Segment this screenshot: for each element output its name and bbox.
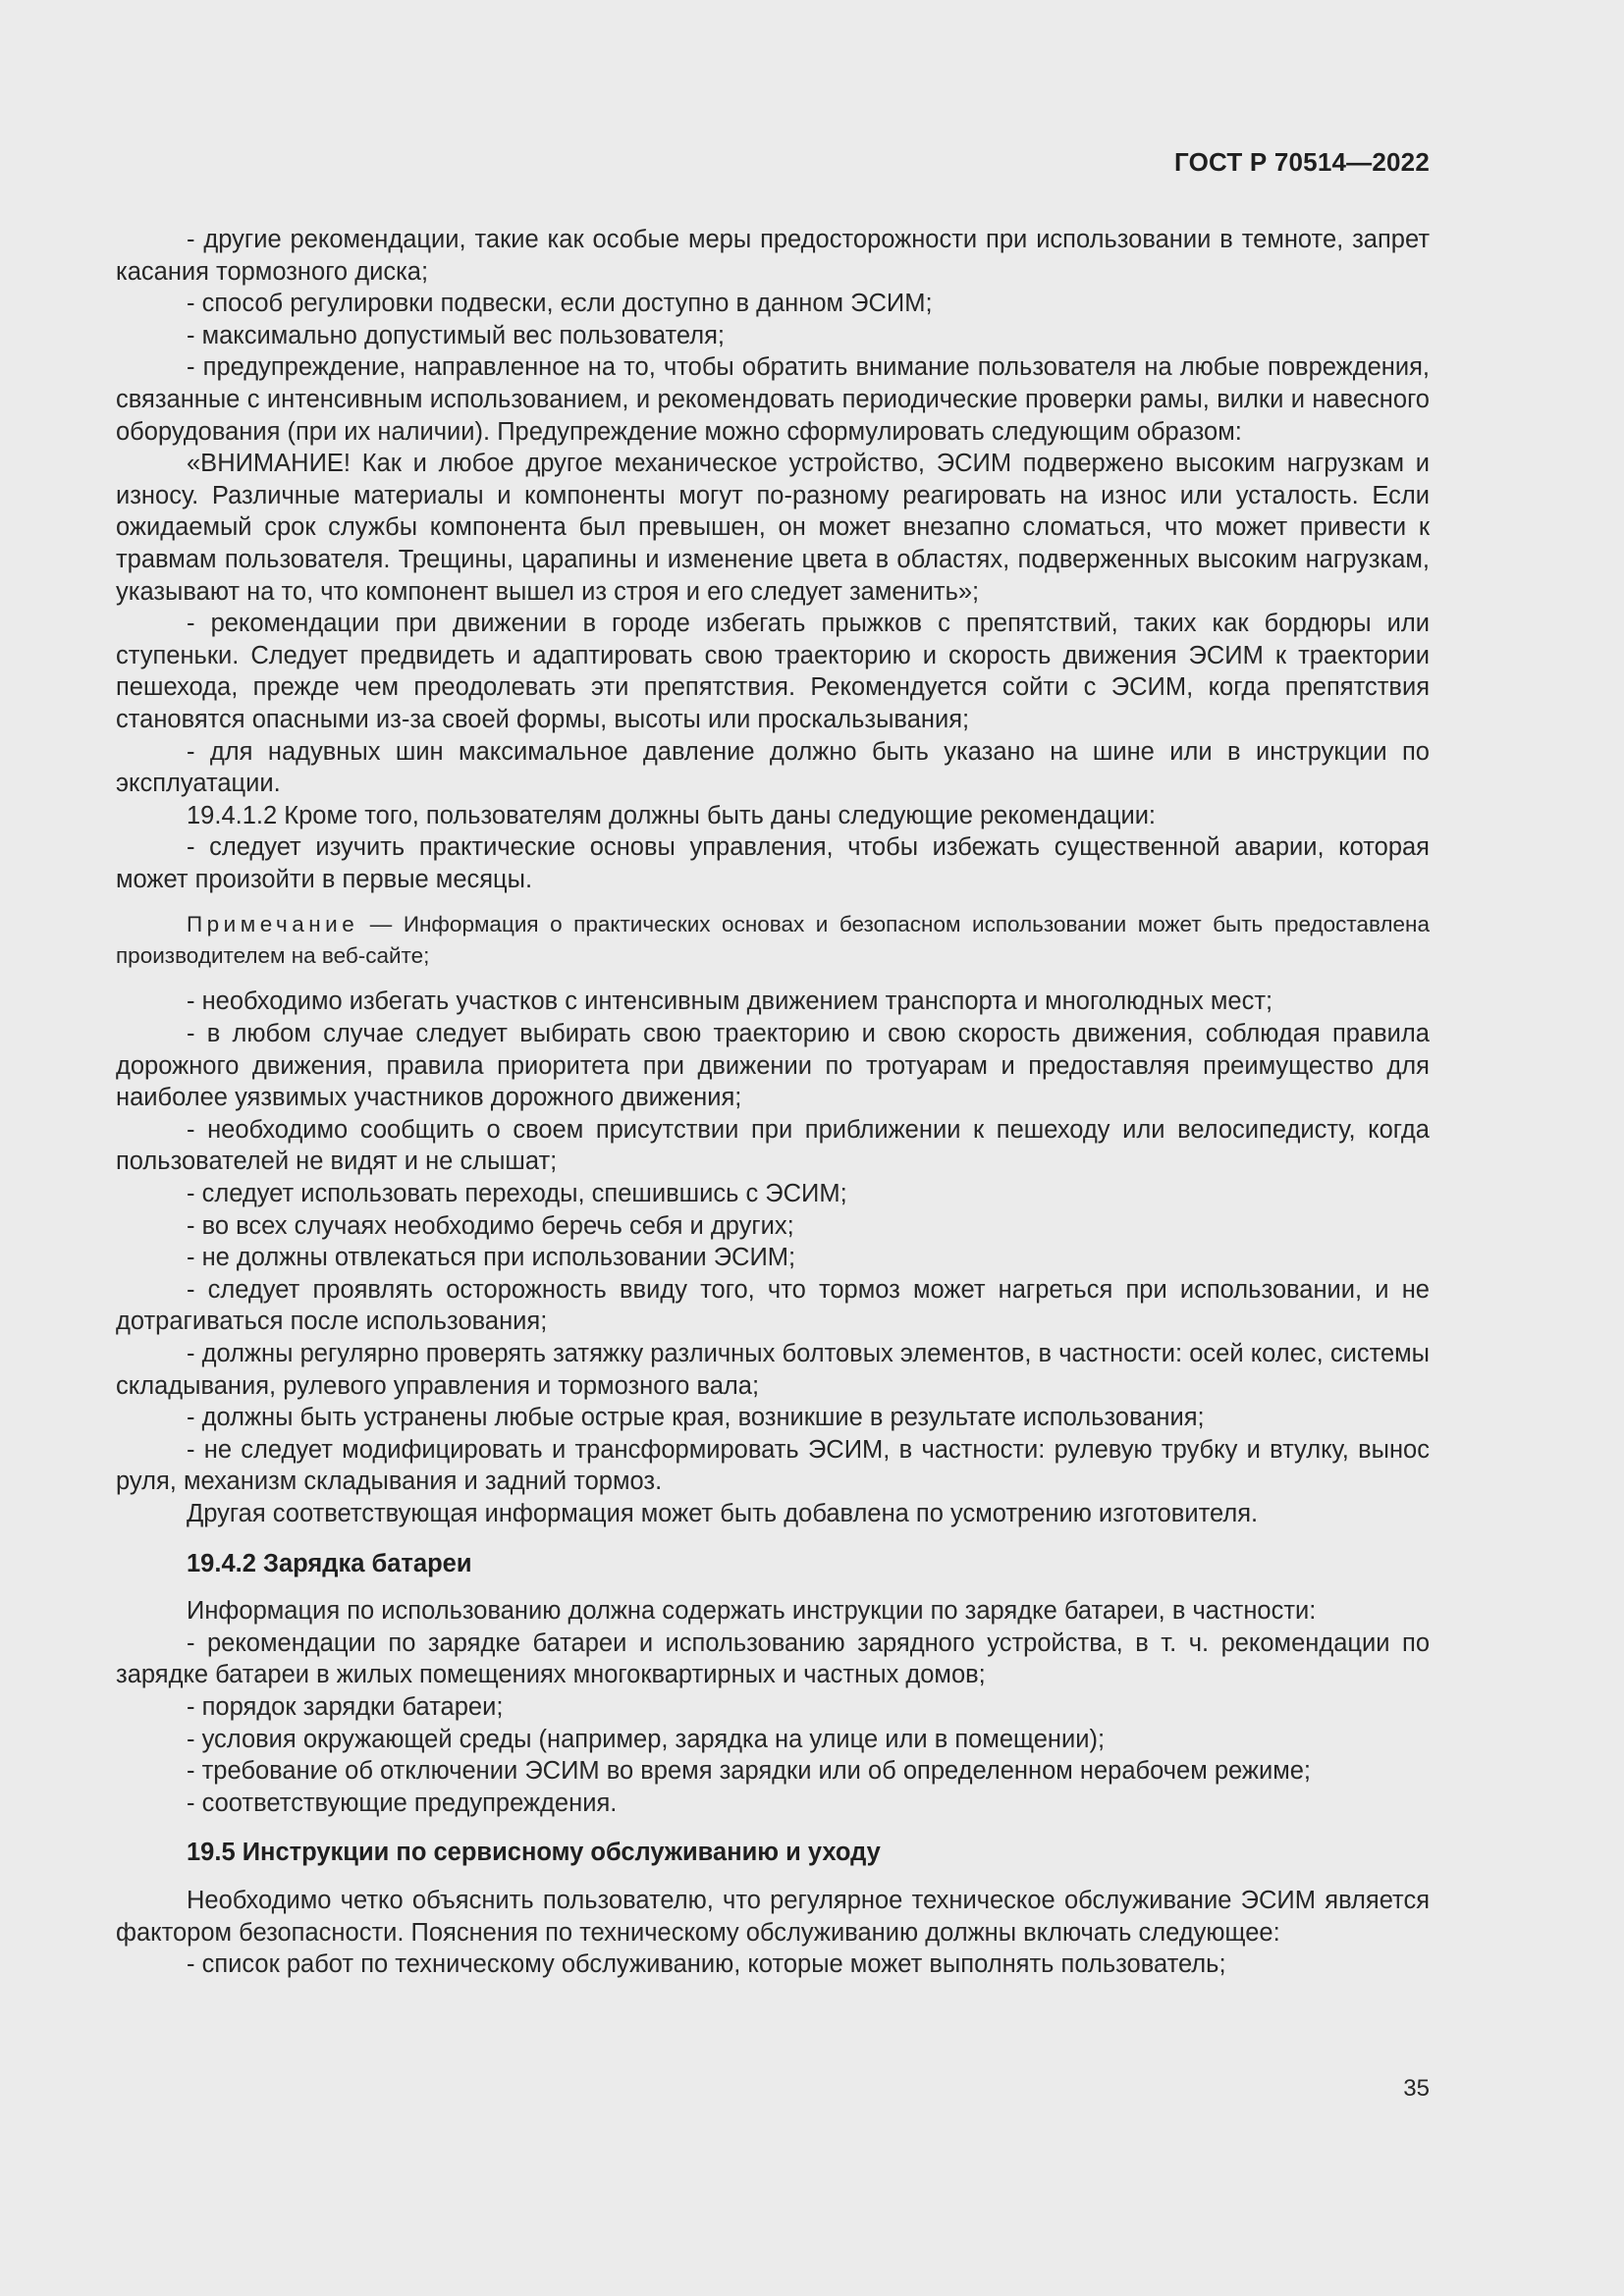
paragraph: - рекомендации по зарядке батареи и использованию зарядного устройства, в т. ч. рекомендации по зарядке батареи в жилых помещениях многоквартирных и частных домов; bbox=[116, 1629, 1430, 1689]
paragraph: - должны быть устранены любые острые края, возникшие в результате использования; bbox=[187, 1404, 1205, 1432]
note-label: Примечание bbox=[187, 912, 359, 937]
paragraph: - порядок зарядки батареи; bbox=[187, 1692, 504, 1721]
paragraph: - рекомендации при движении в городе избегать прыжков с препятствий, таких как бордюры или ступеньки. Следует предвидеть и адаптировать свою траекторию и скорость движения ЭСИМ к траектории пешехода, прежде чем преодолевать эти препятствия. Рекомендуется сойти с ЭСИМ, когда препятствия становятся опасными из-за своей формы, высоты или проскальзывания; bbox=[116, 610, 1430, 733]
paragraph: Информация по использованию должна содержать инструкции по зарядке батареи, в частности: bbox=[187, 1597, 1317, 1626]
section-19-4-2-body bbox=[116, 1595, 1430, 1819]
warning-quote: «ВНИМАНИЕ! Как и любое другое механическое устройство, ЭСИМ подвержено высоким нагрузкам и износу. Различные материалы и компоненты могут по-разному реагировать на износ или усталость. Если ожидаемый срок службы компонента был превышен, он может внезапно сломаться, что может привести к травмам пользователя. Трещины, царапины и изменение цвета в областях, подверженных высоким нагрузкам, указывают на то, что компонент вышел из строя и его следует заменить»; bbox=[116, 450, 1430, 606]
paragraph: - условия окружающей среды (например, зарядка на улице или в помещении); bbox=[187, 1725, 1106, 1753]
paragraph: - следует изучить практические основы управления, чтобы избежать существенной аварии, которая может произойти в первые месяцы. bbox=[116, 833, 1430, 893]
paragraph: - следует использовать переходы, спешившись с ЭСИМ; bbox=[187, 1180, 847, 1208]
paragraph: - требование об отключении ЭСИМ во время зарядки или об определенном нерабочем режиме; bbox=[187, 1757, 1312, 1786]
page-number: 35 bbox=[1403, 2075, 1430, 2102]
paragraph: - соответствующие предупреждения. bbox=[187, 1789, 618, 1817]
paragraph: Необходимо четко объяснить пользователю, что регулярное техническое обслуживание ЭСИМ является фактором безопасности. Пояснения по техническому обслуживанию должны включать следующее: bbox=[116, 1886, 1430, 1947]
paragraph: - другие рекомендации, такие как особые меры предосторожности при использовании в темноте, запрет касания тормозного диска; bbox=[116, 226, 1430, 286]
paragraph: - в любом случае следует выбирать свою траекторию и свою скорость движения, соблюдая правила дорожного движения, правила приоритета при движении по тротуарам и предоставляя преимущество для наиболее уязвимых участников дорожного движения; bbox=[116, 1020, 1430, 1112]
section-heading-19-4-2: 19.4.2 Зарядка батареи bbox=[187, 1549, 472, 1577]
recommendations-list-1 bbox=[116, 224, 1430, 895]
note-paragraph bbox=[116, 909, 1430, 972]
paragraph: - не должны отвлекаться при использовании ЭСИМ; bbox=[187, 1244, 796, 1272]
paragraph: - не следует модифицировать и трансформировать ЭСИМ, в частности: рулевую трубку и втулку, вынос руля, механизм складывания и задний тормоз. bbox=[116, 1435, 1430, 1496]
paragraph: - следует проявлять осторожность ввиду того, что тормоз может нагреться при использовании, и не дотрагиваться после использования; bbox=[116, 1275, 1430, 1336]
paragraph: - способ регулировки подвески, если доступно в данном ЭСИМ; bbox=[187, 290, 933, 318]
note-text: — Информация о практических основах и безопасном использовании может быть предоставлена производителем на веб-сайте; bbox=[116, 912, 1430, 969]
section-heading-19-5: 19.5 Инструкции по сервисному обслуживанию и уходу bbox=[187, 1839, 881, 1867]
paragraph: - максимально допустимый вес пользователя; bbox=[187, 321, 725, 349]
paragraph: - необходимо сообщить о своем присутствии при приближении к пешеходу или велосипедисту, когда пользователей не видят и не слышат; bbox=[116, 1115, 1430, 1176]
paragraph: - должны регулярно проверять затяжку различных болтовых элементов, в частности: осей колес, системы складывания, рулевого управления и тормозного вала; bbox=[116, 1340, 1430, 1400]
paragraph: - для надувных шин максимальное давление должно быть указано на шине или в инструкции по эксплуатации. bbox=[116, 737, 1430, 798]
recommendations-list-2 bbox=[116, 986, 1430, 1529]
paragraph: - предупреждение, направленное на то, чтобы обратить внимание пользователя на любые повреждения, связанные с интенсивным использованием, и рекомендовать периодические проверки рамы, вилки и навесного оборудования (при их наличии). Предупреждение можно сформулировать следующим образом: bbox=[116, 353, 1430, 446]
document-body bbox=[116, 224, 1430, 1981]
paragraph: - необходимо избегать участков с интенсивным движением транспорта и многолюдных мест; bbox=[187, 988, 1273, 1016]
clause-19-4-1-2: 19.4.1.2 Кроме того, пользователям должны быть даны следующие рекомендации: bbox=[187, 801, 1157, 829]
paragraph: - во всех случаях необходимо беречь себя и других; bbox=[187, 1211, 794, 1240]
section-19-5-body bbox=[116, 1885, 1430, 1981]
paragraph: - список работ по техническому обслуживанию, которые может выполнять пользователь; bbox=[187, 1950, 1226, 1979]
paragraph: Другая соответствующая информация может быть добавлена по усмотрению изготовителя. bbox=[187, 1499, 1259, 1527]
document-code-header: ГОСТ Р 70514—2022 bbox=[1174, 147, 1430, 177]
